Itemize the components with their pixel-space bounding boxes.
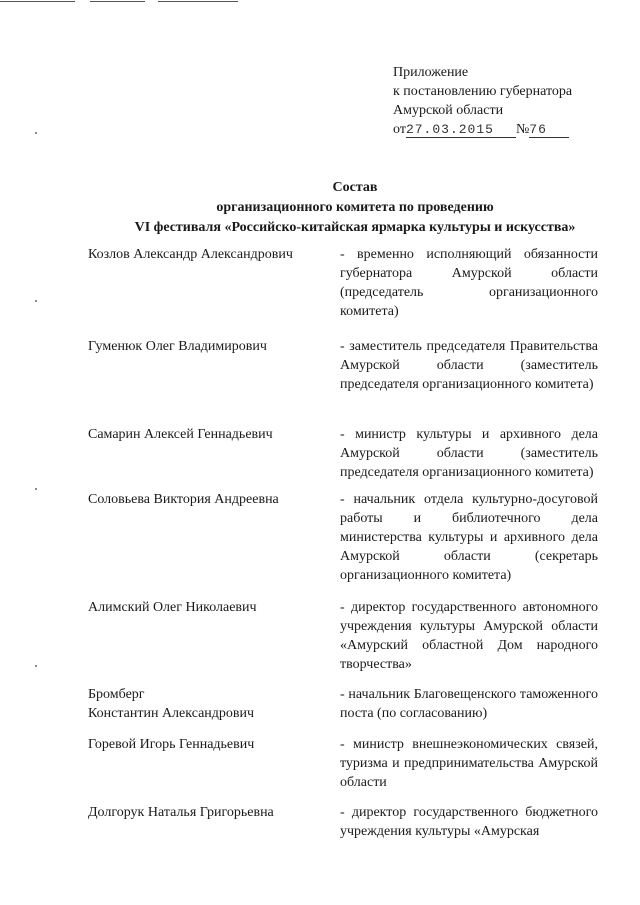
member-role: - начальник отдела культурно-досуговой работы и библиотечного дела министерства культуры и архивного дела Амурской области (секретарь организационного комитета) <box>340 492 598 583</box>
member-role: - начальник Благовещенского таможенного поста (по согласованию) <box>340 687 598 721</box>
decree-date: 27.03.2015 <box>406 122 516 138</box>
heading-subtitle: организационного комитета по проведению <box>216 200 494 215</box>
member-role: - заместитель председателя Правительства Амурской области (заместитель председателя организационного комитета) <box>340 339 598 392</box>
member-name: Долгорук Наталья Григорьевна <box>88 805 274 820</box>
member-role: - временно исполняющий обязанности губернатора Амурской области (председатель организационного комитета) <box>340 247 598 319</box>
member-role: - директор государственного бюджетного учреждения культуры «Амурская <box>340 805 598 839</box>
appendix-title: Приложение <box>393 65 469 80</box>
appendix-reference: к постановлению губернатора <box>393 84 573 99</box>
appendix-region: Амурской области <box>393 103 504 118</box>
number-sign: № <box>515 122 530 137</box>
member-role: - министр культуры и архивного дела Амурской области (заместитель председателя организационного комитета) <box>340 427 598 480</box>
heading-festival: VI фестиваля «Российско-китайская ярмарка культуры и искусства» <box>134 220 576 235</box>
member-name: Алимский Олег Николаевич <box>88 600 257 615</box>
member-role: - министр внешнеэкономических связей, туризма и предпринимательства Амурской области <box>340 737 598 790</box>
scan-artifact-dot <box>35 132 37 134</box>
appendix-block <box>393 63 633 139</box>
member-given-names: Константин Александрович <box>88 706 255 721</box>
member-role: - директор государственного автономного учреждения культуры Амурской области «Амурский областной Дом народного творчества» <box>340 600 598 672</box>
appendix-date-line <box>393 120 633 139</box>
scan-artifact-dot <box>35 665 37 667</box>
scan-artifact-dot <box>35 488 37 490</box>
decree-number: 76 <box>529 122 569 138</box>
heading-title: Состав <box>332 180 378 195</box>
member-surname: Бромберг <box>88 687 145 702</box>
member-name <box>88 685 328 723</box>
member-name: Козлов Александр Александрович <box>88 247 293 262</box>
scan-artifact-line <box>0 1 75 2</box>
scan-artifact-line <box>158 1 238 2</box>
member-name: Горевой Игорь Геннадьевич <box>88 737 255 752</box>
member-name: Самарин Алексей Геннадьевич <box>88 427 273 442</box>
scan-artifact-dot <box>35 300 37 302</box>
member-name: Соловьева Виктория Андреевна <box>88 492 279 507</box>
document-heading <box>60 178 640 238</box>
member-name: Гуменюк Олег Владимирович <box>88 339 267 354</box>
scan-artifact-line <box>90 1 145 2</box>
date-prefix: от <box>393 122 406 137</box>
